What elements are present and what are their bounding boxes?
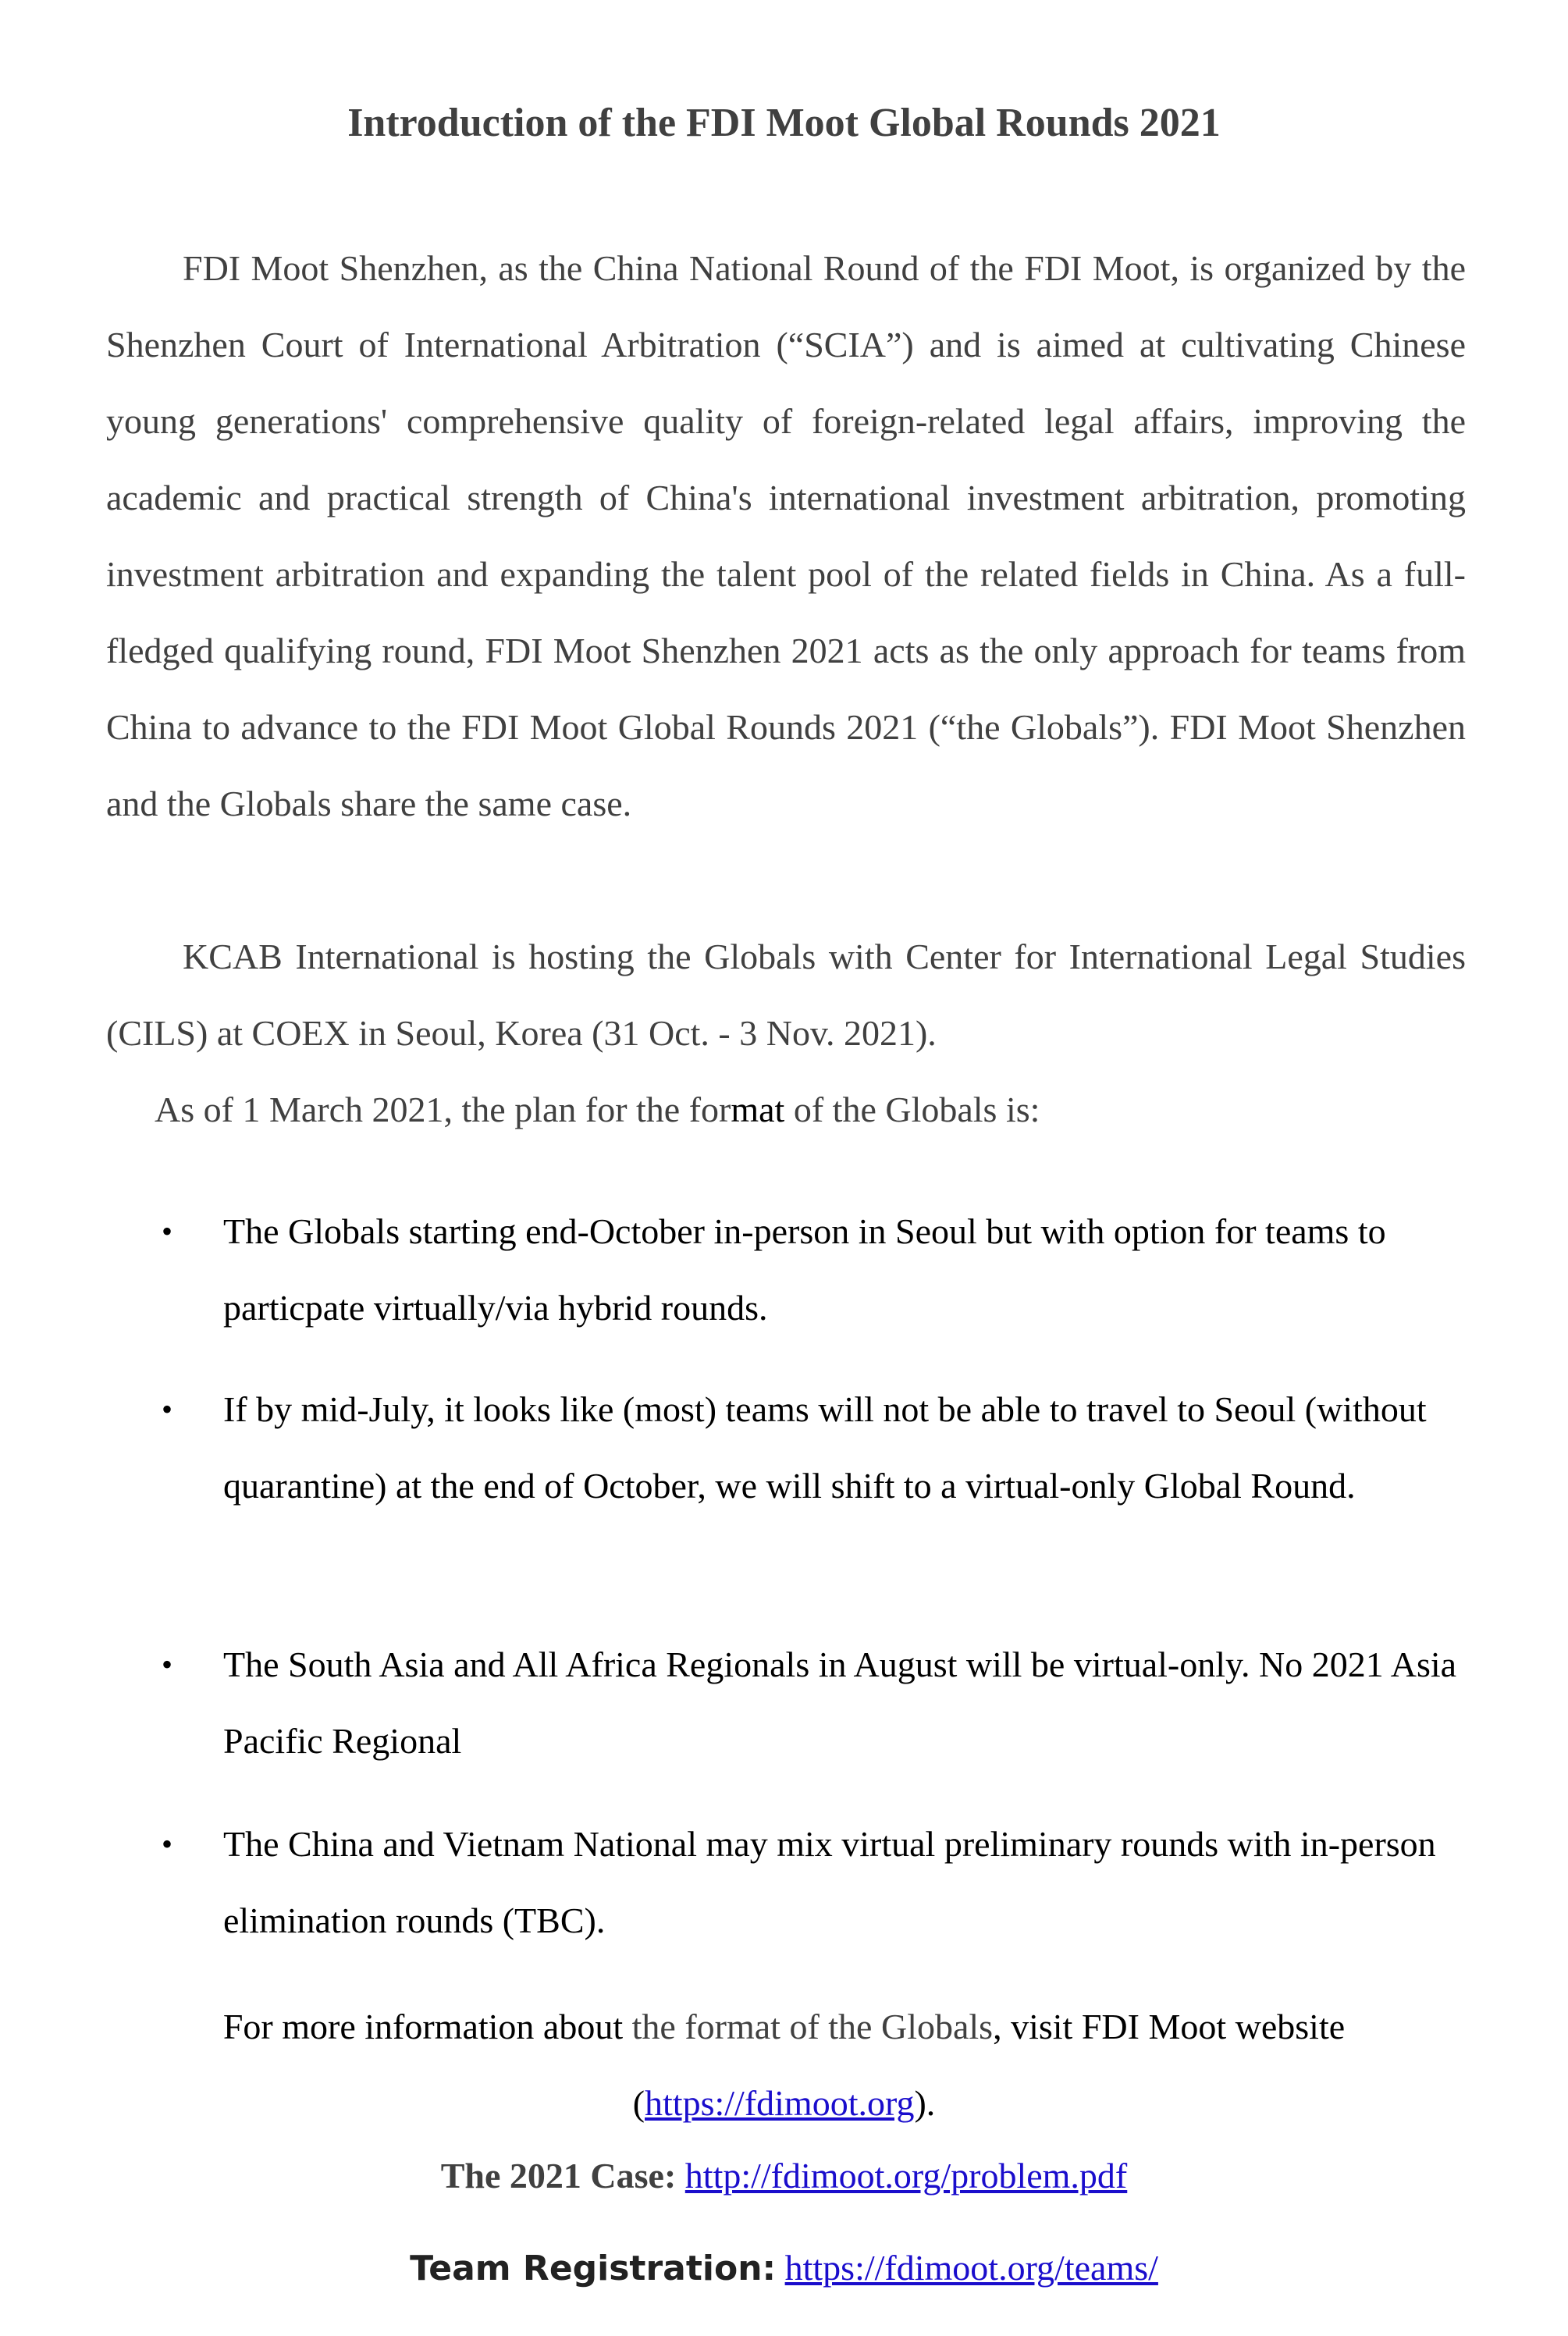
plan-text-part3: of the Globals is:	[784, 1090, 1040, 1129]
more-info-highlight: the format of the Globals	[631, 2007, 994, 2046]
bullet-text: The China and Vietnam National may mix virtual preliminary rounds with in-person elimination rounds (TBC).	[223, 1824, 1436, 1940]
team-registration-link[interactable]: https://fdimoot.org/teams/	[784, 2248, 1158, 2288]
plan-text-part1: As of 1 March 2021, the plan for the for	[155, 1090, 731, 1129]
plan-paragraph	[155, 1072, 1040, 1148]
host-paragraph: KCAB International is hosting the Globals with Center for International Legal Studies (CILS) at COEX in Seoul, Korea (31 Oct. - 3 Nov. 2021).	[106, 937, 1466, 1053]
bullet-icon: •	[162, 1214, 173, 1249]
case-problem-link[interactable]: http://fdimoot.org/problem.pdf	[684, 2156, 1128, 2196]
fdimoot-website-link[interactable]: https://fdimoot.org	[645, 2083, 915, 2123]
more-info-suffix: , visit FDI Moot website (	[632, 2007, 1346, 2123]
bullet-text: If by mid-July, it looks like (most) teams will not be able to travel to Seoul (without quarantine) at the end of October, we will shift to a virtual-only Global Round.	[223, 1389, 1427, 1506]
more-info-paragraph	[78, 1989, 1490, 2142]
case-label: The 2021 Case:	[440, 2156, 677, 2196]
bullet-text: The South Asia and All Africa Regionals in August will be virtual-only. No 2021 Asia Pacific Regional	[223, 1644, 1457, 1761]
registration-line	[0, 2237, 1568, 2300]
intro-paragraph: FDI Moot Shenzhen, as the China National Round of the FDI Moot, is organized by the Shenzhen Court of International Arbitration (“SCIA”) and is aimed at cultivating Chinese young generations' comprehensive quality of foreign-related legal affairs, improving the academic and practical strength of China's international investment arbitration, promoting investment arbitration and expanding the talent pool of the related fields in China. As a full-fledged qualifying round, FDI Moot Shenzhen 2021 acts as the only approach for teams from China to advance to the FDI Moot Global Rounds 2021 (“the Globals”). FDI Moot Shenzhen and the Globals share the same case.	[106, 248, 1466, 823]
plan-text-part2: mat	[731, 1090, 785, 1129]
bullet-icon: •	[162, 1826, 173, 1861]
page-title: Introduction of the FDI Moot Global Rounds 2021	[347, 101, 1221, 145]
more-info-end: ).	[914, 2083, 936, 2123]
bullet-icon: •	[162, 1647, 173, 1682]
more-info-prefix: For more information about	[222, 2007, 632, 2046]
bullet-text: The Globals starting end-October in-person in Seoul but with option for teams to particpate virtually/via hybrid rounds.	[223, 1211, 1386, 1328]
case-line	[0, 2145, 1568, 2207]
registration-label: Team Registration:	[410, 2249, 777, 2288]
bullet-icon: •	[162, 1392, 173, 1427]
